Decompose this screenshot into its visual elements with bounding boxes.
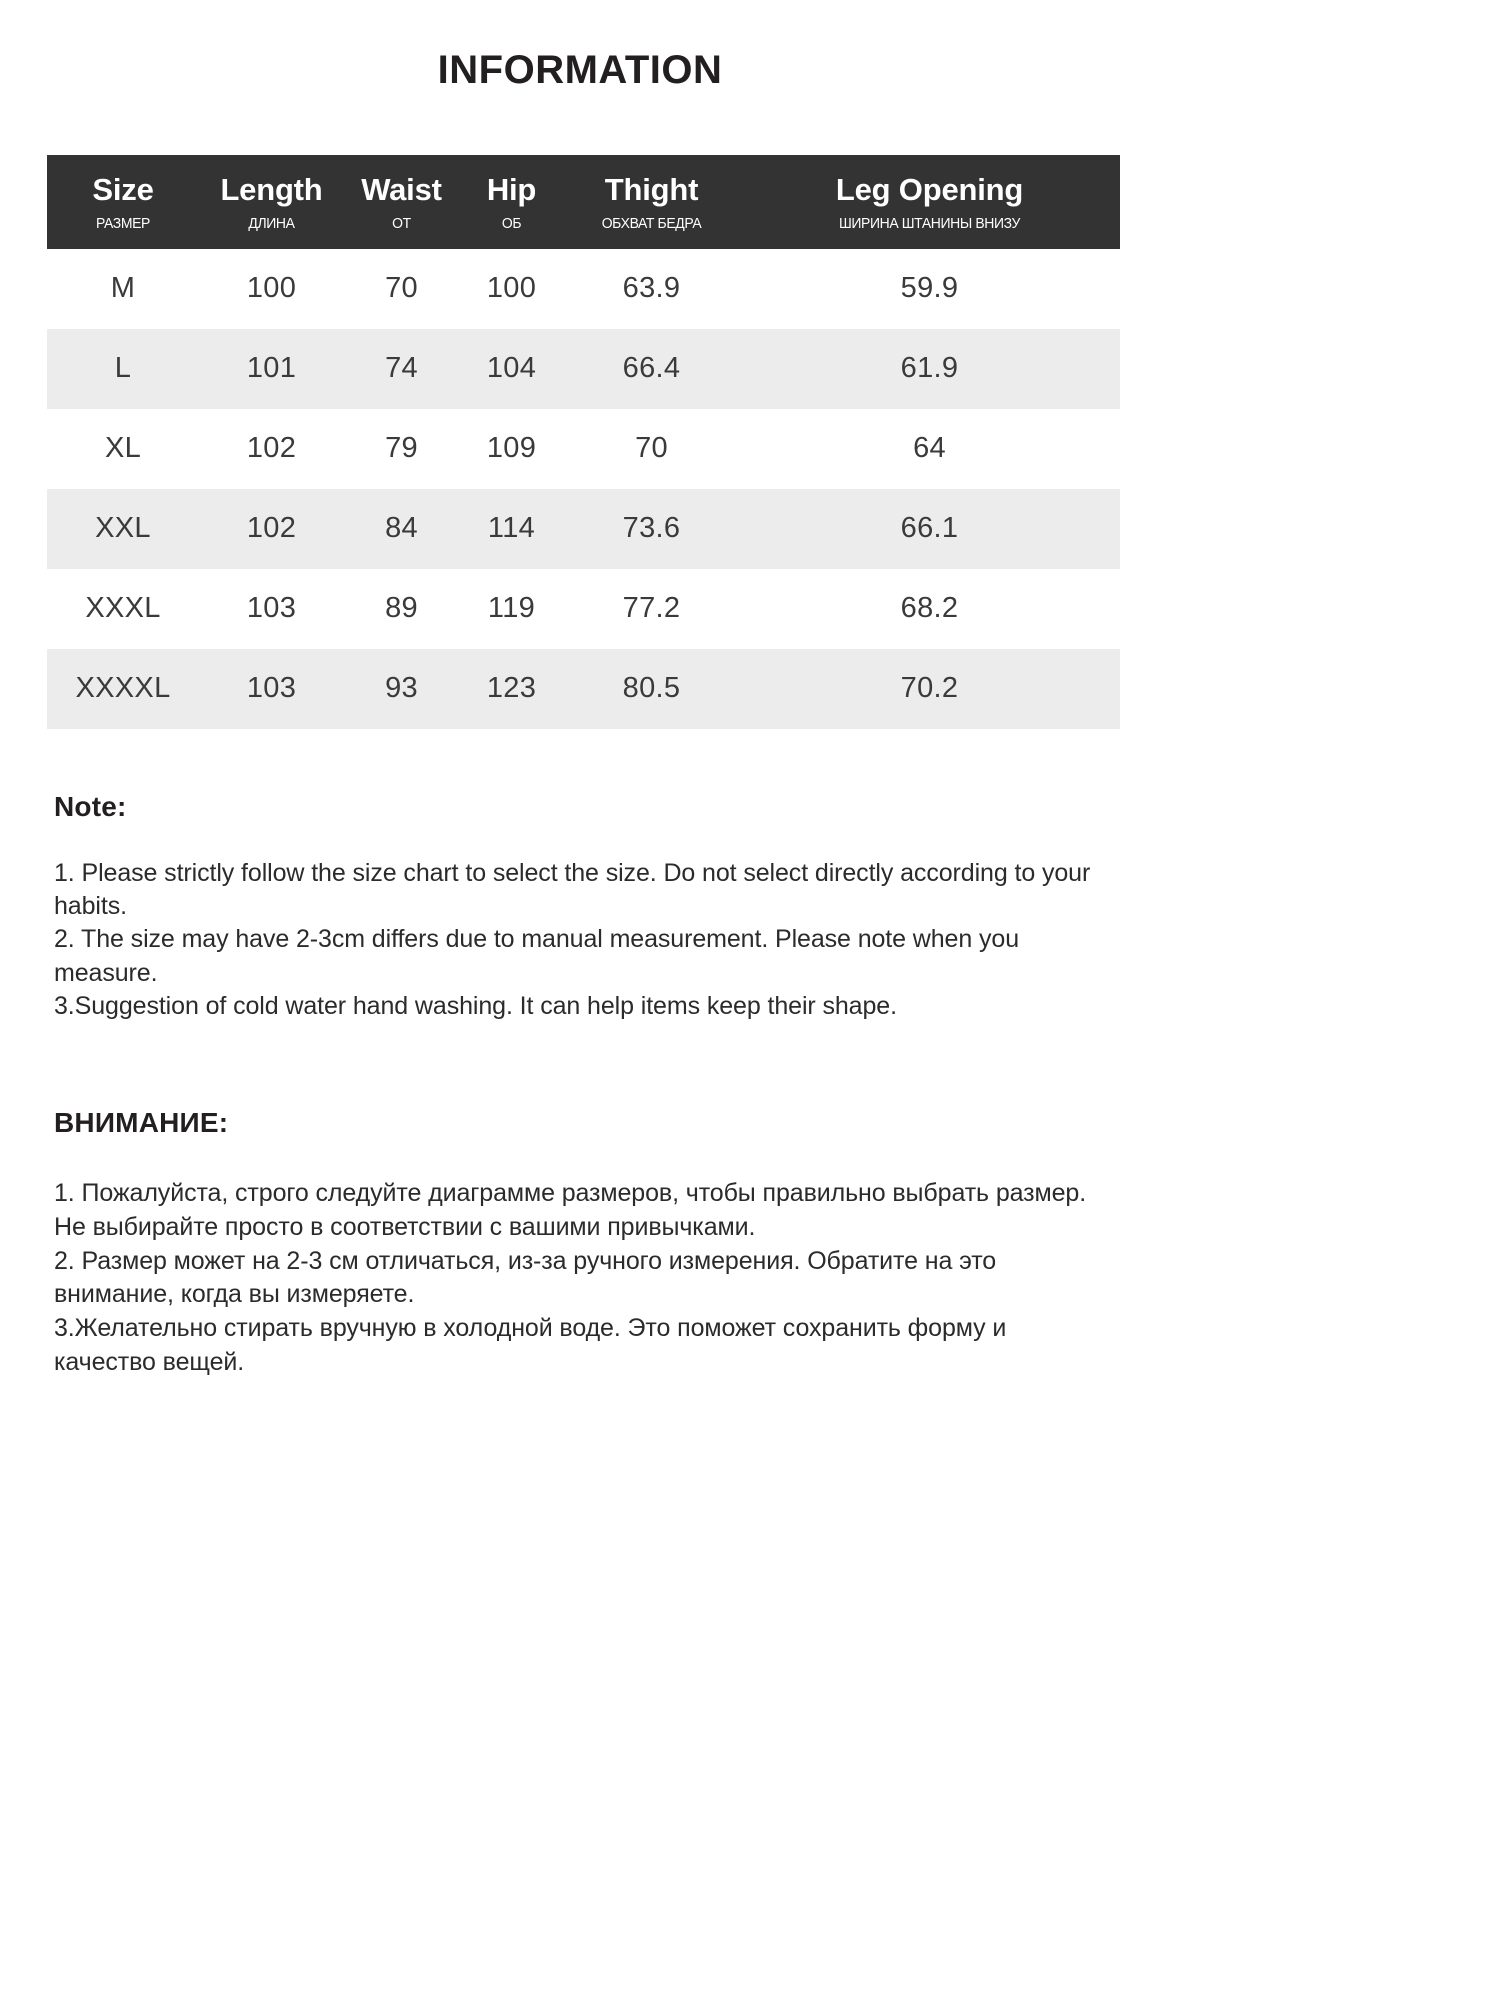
cell-waist: 89: [344, 569, 459, 649]
cell-length: 103: [199, 569, 344, 649]
cell-thigh: 80.5: [564, 649, 739, 729]
cell-hip: 114: [459, 489, 564, 569]
cell-leg-opening: 66.1: [739, 489, 1120, 569]
column-header-waist: [344, 155, 459, 249]
column-header-waist-en: Waist: [361, 172, 442, 207]
column-header-leg-opening: [739, 155, 1120, 249]
cell-thigh: 77.2: [564, 569, 739, 649]
note-line: 2. The size may have 2-3cm differs due to manual measurement. Please note when you measure.: [54, 925, 1020, 987]
note-line: 1. Пожалуйста, строго следуйте диаграмме размеров, чтобы правильно выбрать размер. Не выбирайте просто в соответствии с вашими привычками.: [54, 1179, 1087, 1241]
cell-thigh: 66.4: [564, 329, 739, 409]
column-header-hip: [459, 155, 564, 249]
column-header-leg-opening-en: Leg Opening: [835, 172, 1024, 207]
cell-leg-opening: 61.9: [739, 329, 1120, 409]
notes-body-english: [54, 857, 1094, 1023]
size-chart-table: [47, 155, 1120, 729]
cell-size: XXXL: [47, 569, 199, 649]
column-header-length: [199, 155, 344, 249]
page-title: INFORMATION: [437, 48, 723, 92]
cell-length: 101: [199, 329, 344, 409]
cell-leg-opening: 64: [739, 409, 1120, 489]
cell-length: 102: [199, 489, 344, 569]
cell-hip: 100: [459, 249, 564, 329]
column-header-leg-opening-ru: ШИРИНА ШТАНИНЫ ВНИЗУ: [838, 215, 1021, 233]
cell-hip: 119: [459, 569, 564, 649]
table-body: [47, 249, 1120, 729]
column-header-length-ru: ДЛИНА: [248, 215, 295, 233]
column-header-hip-en: Hip: [486, 172, 537, 207]
table-row: [47, 249, 1120, 329]
notes-heading-russian: ВНИМАНИЕ:: [54, 1107, 229, 1139]
cell-leg-opening: 59.9: [739, 249, 1120, 329]
cell-length: 103: [199, 649, 344, 729]
cell-leg-opening: 70.2: [739, 649, 1120, 729]
cell-size: XL: [47, 409, 199, 489]
cell-length: 102: [199, 409, 344, 489]
cell-size: XXL: [47, 489, 199, 569]
cell-hip: 109: [459, 409, 564, 489]
table-row: [47, 649, 1120, 729]
cell-waist: 84: [344, 489, 459, 569]
cell-size: M: [47, 249, 199, 329]
cell-waist: 93: [344, 649, 459, 729]
cell-thigh: 73.6: [564, 489, 739, 569]
cell-waist: 74: [344, 329, 459, 409]
table-row: [47, 329, 1120, 409]
cell-thigh: 70: [564, 409, 739, 489]
notes-section-english: [54, 791, 1094, 1023]
notes-section-russian: [54, 1107, 1094, 1380]
note-line: 3.Желательно стирать вручную в холодной воде. Это поможет сохранить форму и качество вещей.: [54, 1314, 1007, 1376]
cell-waist: 70: [344, 249, 459, 329]
column-header-size-ru: РАЗМЕР: [96, 215, 150, 233]
table-row: [47, 569, 1120, 649]
cell-waist: 79: [344, 409, 459, 489]
note-line: 1. Please strictly follow the size chart to select the size. Do not select directly according to your habits.: [54, 858, 1091, 921]
column-header-thigh-en: Thight: [604, 172, 699, 207]
size-table-container: [47, 155, 1120, 729]
notes-heading-english: Note:: [54, 790, 127, 822]
cell-hip: 123: [459, 649, 564, 729]
column-header-thigh: [564, 155, 739, 249]
column-header-size: [47, 155, 199, 249]
cell-length: 100: [199, 249, 344, 329]
cell-hip: 104: [459, 329, 564, 409]
column-header-length-en: Length: [220, 172, 323, 207]
cell-size: L: [47, 329, 199, 409]
column-header-thigh-ru: ОБХВАТ БЕДРА: [601, 215, 702, 233]
note-line: 3.Suggestion of cold water hand washing. It can help items keep their shape.: [54, 991, 897, 1020]
notes-body-russian: [54, 1177, 1094, 1380]
cell-thigh: 63.9: [564, 249, 739, 329]
note-line: 2. Размер может на 2-3 см отличаться, из-за ручного измерения. Обратите на это внимание, когда вы измеряете.: [54, 1246, 997, 1309]
table-header-row: [47, 155, 1120, 249]
table-row: [47, 489, 1120, 569]
cell-size: XXXXL: [47, 649, 199, 729]
table-header: [47, 155, 1120, 249]
column-header-waist-ru: ОТ: [392, 215, 411, 233]
column-header-size-en: Size: [92, 172, 154, 207]
column-header-hip-ru: ОБ: [501, 215, 522, 233]
cell-leg-opening: 68.2: [739, 569, 1120, 649]
table-row: [47, 409, 1120, 489]
